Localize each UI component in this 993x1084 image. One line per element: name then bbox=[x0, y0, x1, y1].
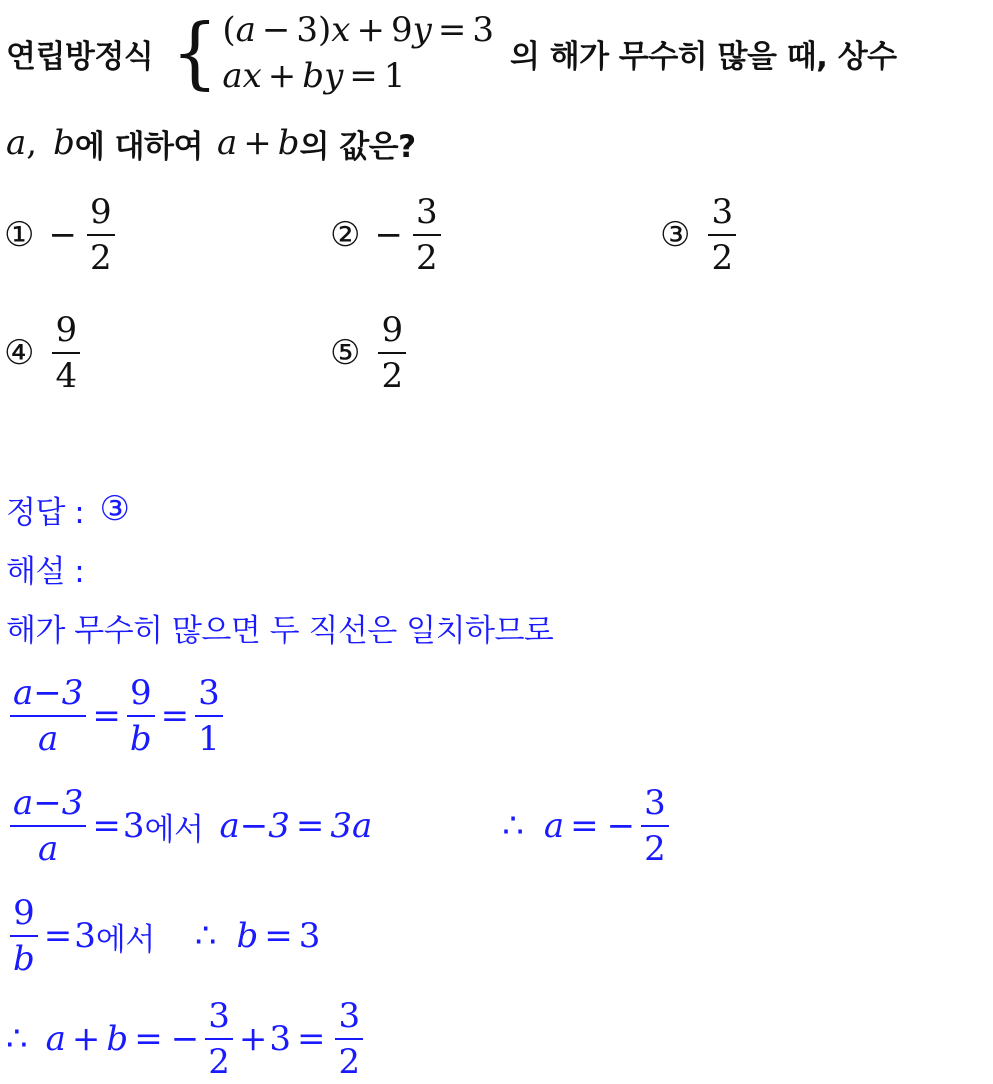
solution-step-3: $\frac{9}{b}$ = 3 에서 ∴ b = 3 bbox=[6, 888, 320, 984]
question-suffix: 의 해가 무수히 많을 때, 상수 bbox=[509, 38, 897, 75]
equation-system bbox=[171, 7, 494, 99]
option-marker: ⑤ bbox=[330, 333, 361, 373]
option-marker: ② bbox=[330, 215, 361, 255]
option-3[interactable]: ③ $\frac{3}{2}$ bbox=[660, 190, 740, 280]
answer-label: 정답 : bbox=[6, 494, 94, 531]
option-marker: ① bbox=[4, 215, 35, 255]
option-marker: ④ bbox=[4, 333, 35, 373]
option-marker: ③ bbox=[660, 215, 691, 255]
equation-2: a x + b y = 1 bbox=[222, 56, 406, 96]
question-line-2: a , b 에 대하여 a + b 의 값은? bbox=[6, 123, 416, 165]
option-4[interactable]: ④ $\frac{9}{4}$ bbox=[4, 308, 84, 398]
solution-step-4: ∴ a + b = − $\frac{3}{2}$ + 3 = $\frac{3}{2}$ bbox=[6, 996, 367, 1082]
question-prefix: 연립방정식 bbox=[6, 38, 154, 75]
option-2[interactable]: ② − $\frac{3}{2}$ bbox=[330, 190, 445, 280]
answer-line bbox=[6, 484, 130, 534]
question-line-1 bbox=[6, 5, 897, 101]
solution-label: 해설 : bbox=[6, 553, 85, 590]
solution-step-2: $\frac{a-3}{a}$ = 3 에서 a−3 = 3a ∴ a = − $\frac{3}{2}$ bbox=[6, 778, 673, 874]
solution-step-1: $\frac{a-3}{a}$ = $\frac{9}{b}$ = $\frac{3}{1}$ bbox=[6, 668, 227, 764]
option-1[interactable]: ① − $\frac{9}{2}$ bbox=[4, 190, 119, 280]
option-5[interactable]: ⑤ $\frac{9}{2}$ bbox=[330, 308, 410, 398]
solution-line-1: 해가 무수히 많으면 두 직선은 일치하므로 bbox=[6, 612, 554, 649]
answer-value: ③ bbox=[99, 489, 131, 529]
left-brace-icon: { bbox=[171, 7, 219, 99]
equation-1: ( a − 3 ) x + 9 y = 3 bbox=[222, 10, 494, 50]
